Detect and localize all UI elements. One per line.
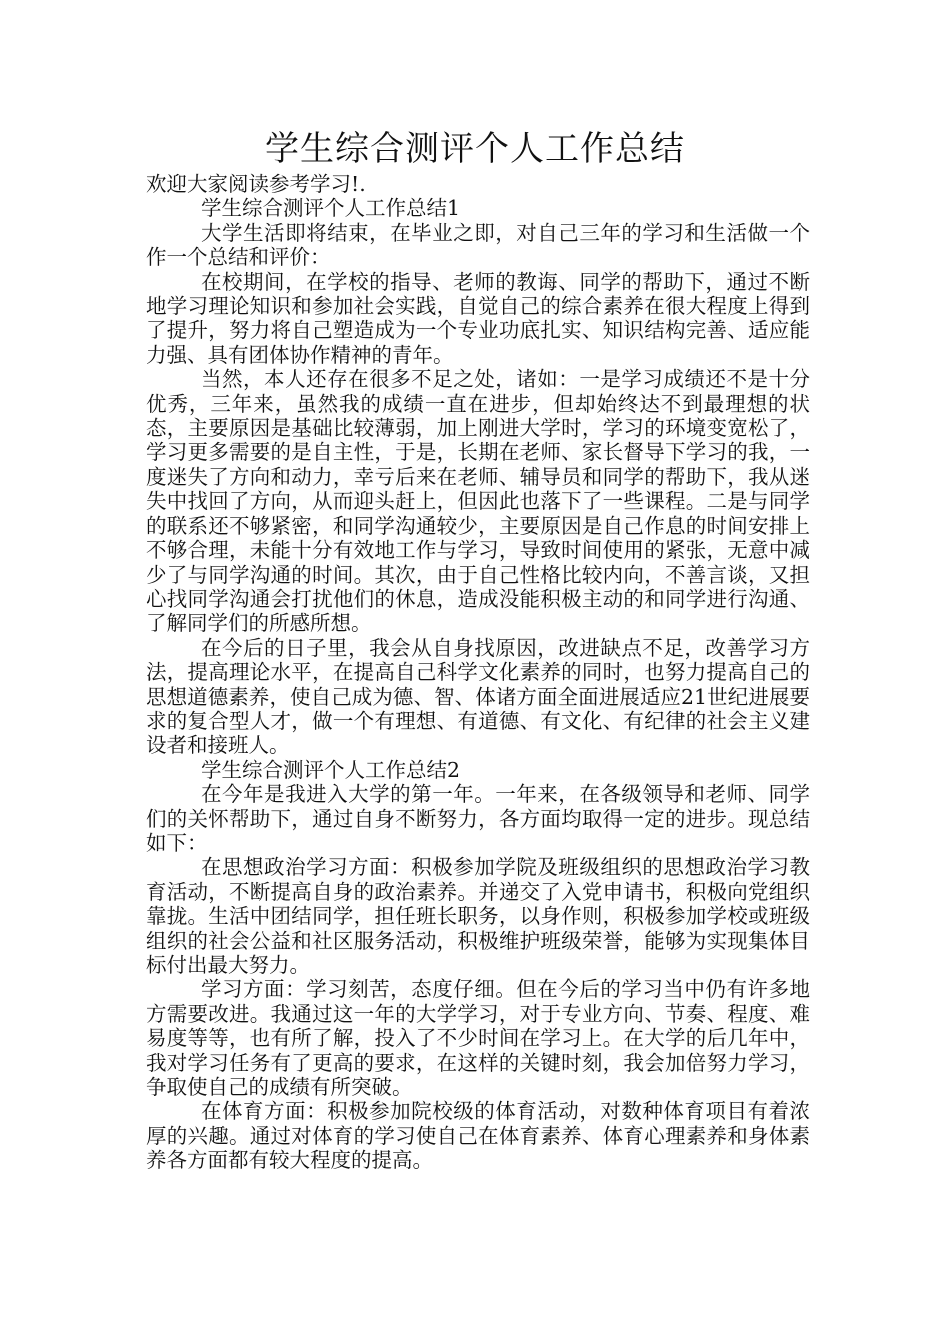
section-heading-2: 学生综合测评个人工作总结2 bbox=[201, 757, 461, 782]
section-heading-1: 学生综合测评个人工作总结1 bbox=[201, 196, 461, 221]
document-body bbox=[146, 172, 810, 1173]
paragraph: 当然，本人还存在很多不足之处，诸如：一是学习成绩还不是十分优秀，三年来，虽然我的成绩一直在进步，但却始终达不到最理想的状态，主要原因是基础比较薄弱，加上刚进大学时，学习的环境变宽松了，学习更多需要的是自主性，于是，长期在老师、家长督导下学习的我，一度迷失了方向和动力，幸亏后来在老师、辅导员和同学的帮助下，我从迷失中找回了方向，从而迎头赶上，但因此也落下了一些课程。二是与同学的联系还不够紧密，和同学沟通较少，主要原因是自己作息的时间安排上不够合理，未能十分有效地工作与学习，导致时间使用的紧张，无意中减少了与同学沟通的时间。其次，由于自己性格比较内向，不善言谈，又担心找同学沟通会打扰他们的休息，造成没能积极主动的和同学进行沟通、了解同学们的所感所想。 bbox=[146, 367, 810, 636]
paragraph: 在今后的日子里，我会从自身找原因，改进缺点不足，改善学习方法，提高理论水平，在提高自己科学文化素养的同时，也努力提高自己的思想道德素养，使自己成为德、智、体诸方面全面进展适应21世纪进展要求的复合型人才，做一个有理想、有道德、有文化、有纪律的社会主义建设者和接班人。 bbox=[146, 635, 810, 758]
document-title: 学生综合测评个人工作总结 bbox=[265, 129, 685, 169]
paragraph: 在体育方面：积极参加院校级的体育活动，对数种体育项目有着浓厚的兴趣。通过对体育的学习使自己在体育素养、体育心理素养和身体素养各方面都有较大程度的提高。 bbox=[146, 1099, 810, 1173]
paragraph: 在今年是我进入大学的第一年。一年来，在各级领导和老师、同学们的关怀帮助下，通过自身不断努力，各方面均取得一定的进步。现总结如下： bbox=[146, 782, 810, 855]
intro-line: 欢迎大家阅读参考学习!. bbox=[146, 172, 366, 196]
paragraph: 在校期间，在学校的指导、老师的教诲、同学的帮助下，通过不断地学习理论知识和参加社会实践，自觉自己的综合素养在很大程度上得到了提升，努力将自己塑造成为一个专业功底扎实、知识结构完善、适应能力强、具有团体协作精神的青年。 bbox=[146, 269, 810, 367]
paragraph: 在思想政治学习方面：积极参加学院及班级组织的思想政治学习教育活动，不断提高自身的政治素养。并递交了入党申请书，积极向党组织靠拢。生活中团结同学，担任班长职务，以身作则，积极参加学校或班级组织的社会公益和社区服务活动，积极维护班级荣誉，能够为实现集体目标付出最大努力。 bbox=[146, 855, 810, 977]
paragraph: 大学生活即将结束，在毕业之即，对自己三年的学习和生活做一个作一个总结和评价： bbox=[146, 220, 810, 270]
paragraph: 学习方面：学习刻苦，态度仔细。但在今后的学习当中仍有许多地方需要改进。我通过这一年的大学学习，对于专业方向、节奏、程度、难易度等等，也有所了解，投入了不少时间在学习上。在大学的后几年中，我对学习任务有了更高的要求，在这样的关键时刻，我会加倍努力学习，争取使自己的成绩有所突破。 bbox=[146, 977, 810, 1100]
